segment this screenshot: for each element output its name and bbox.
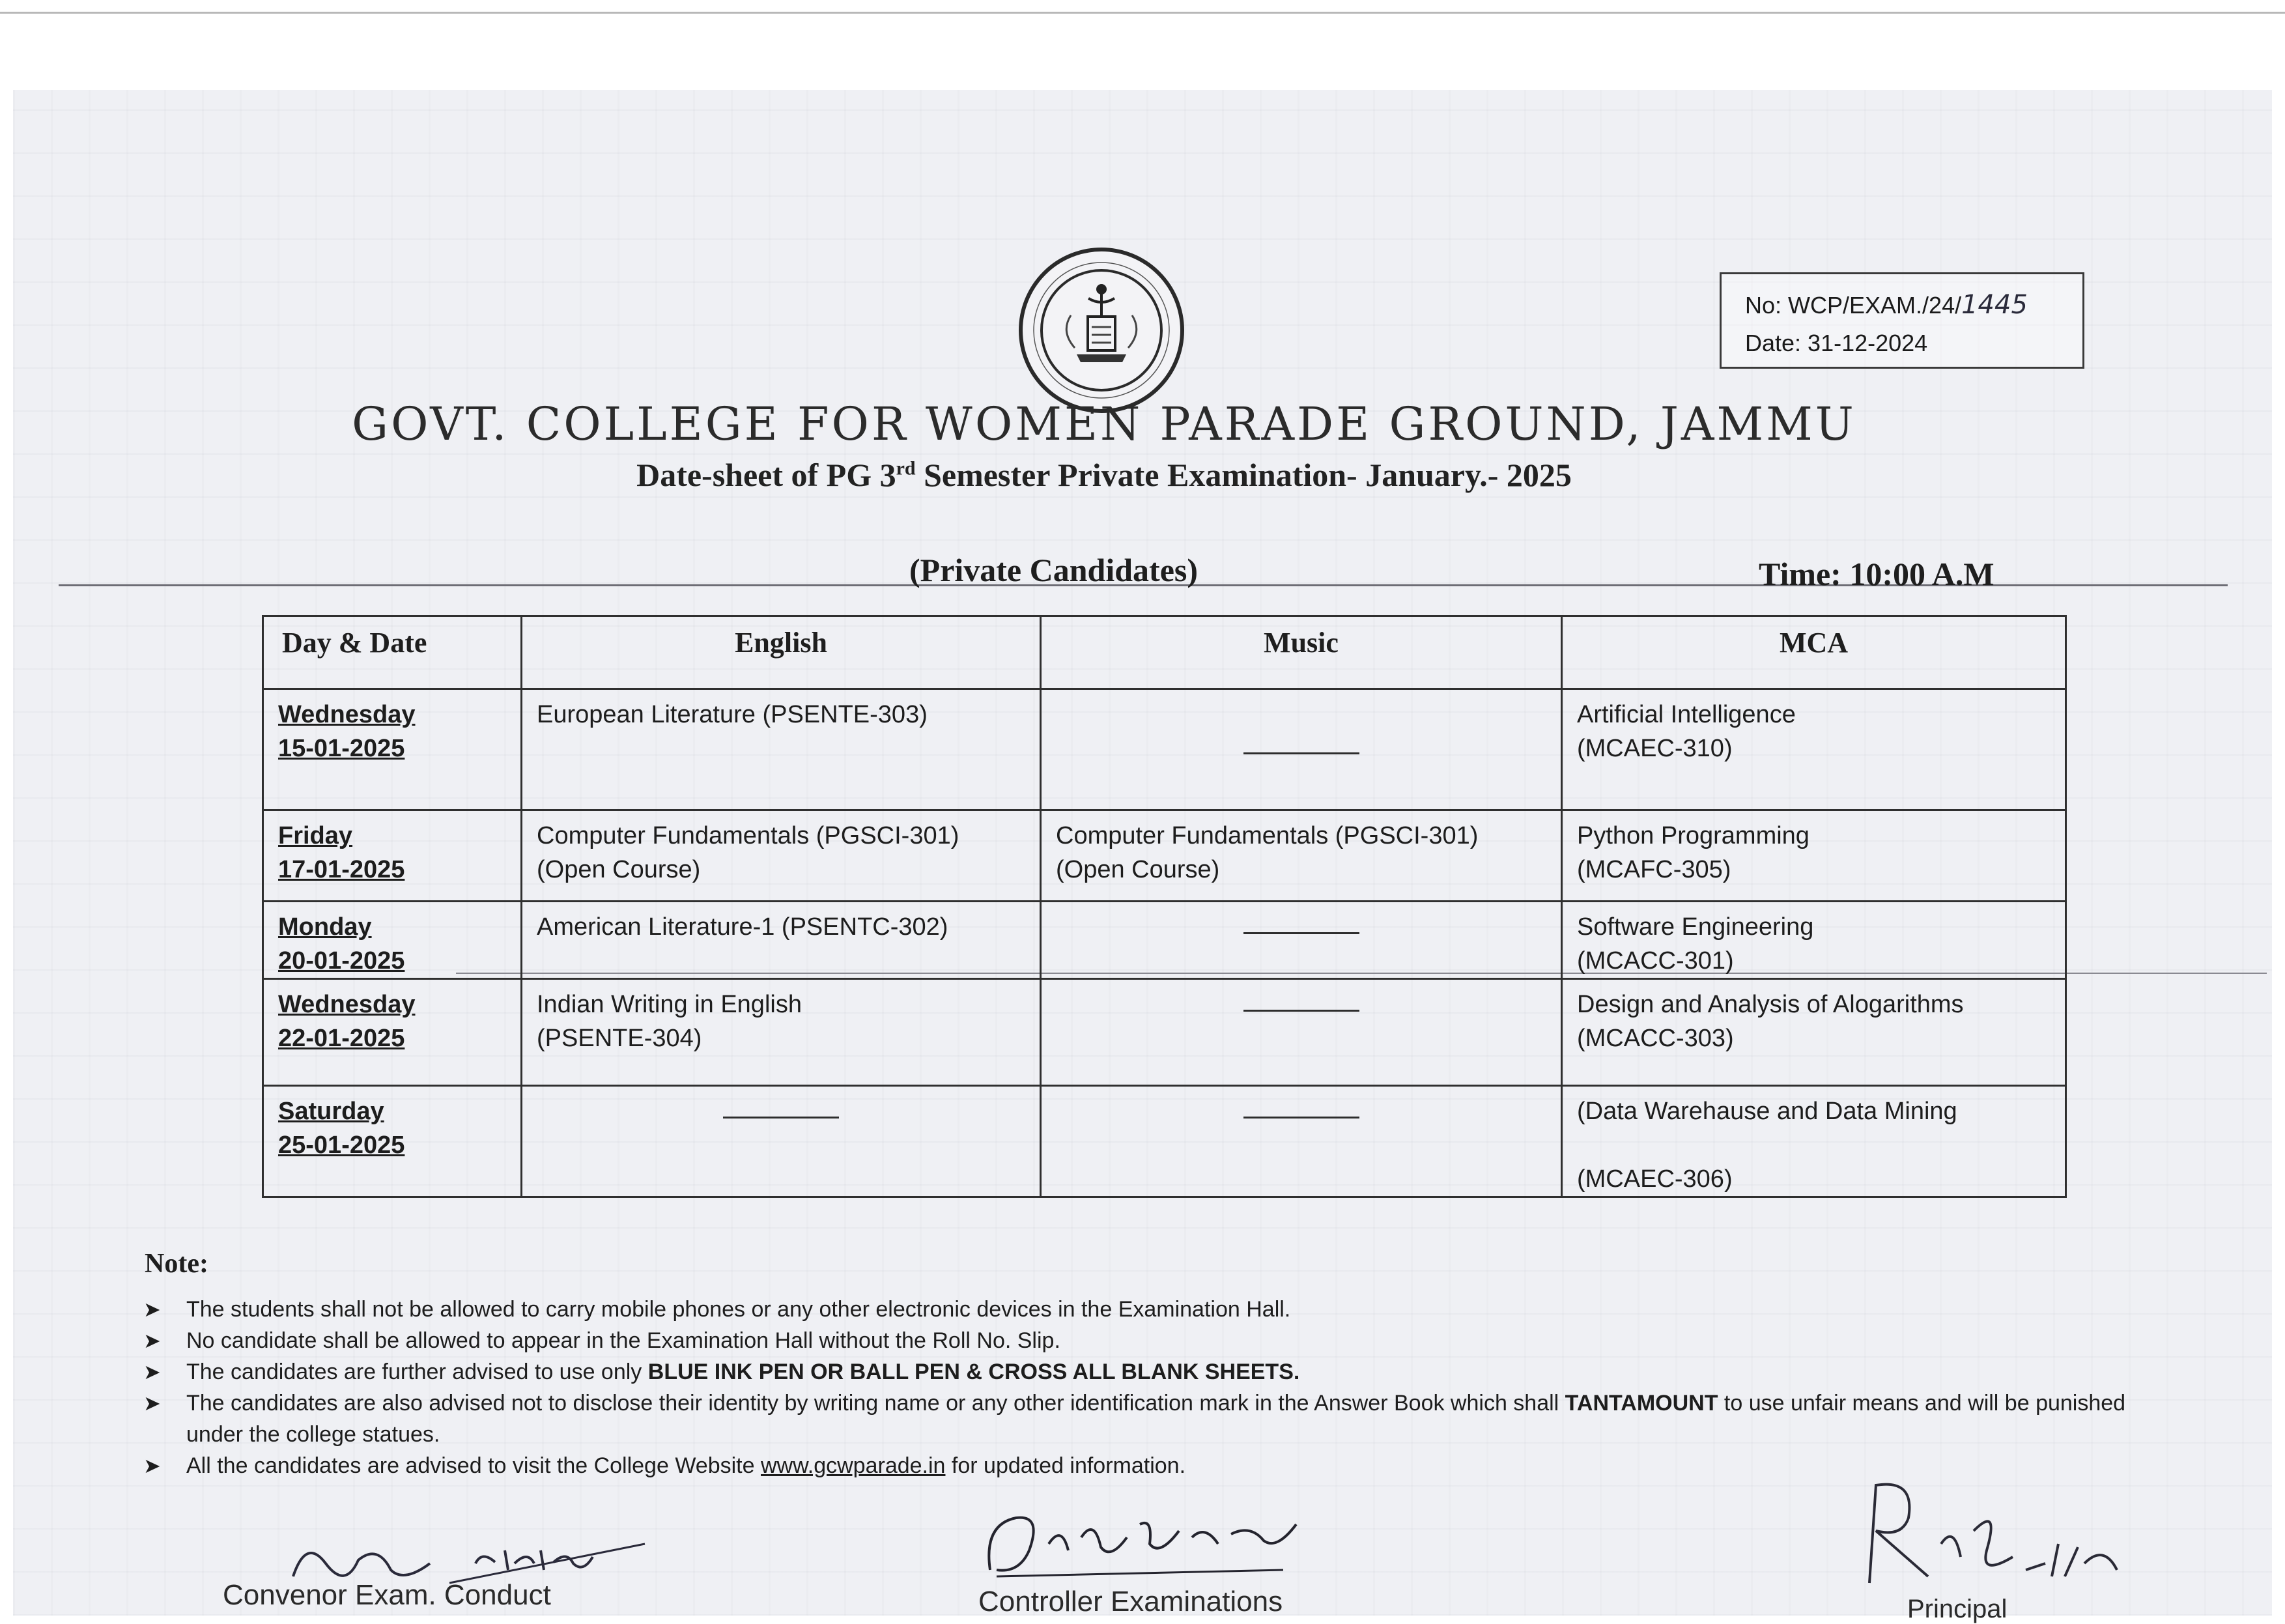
note-text-rest: for updated information. bbox=[945, 1453, 1186, 1478]
subject-text: Computer Fundamentals (PGSCI-301) bbox=[1056, 822, 1479, 849]
date-label: 25-01-2025 bbox=[278, 1132, 405, 1159]
mca-cell bbox=[1562, 979, 2066, 1086]
mca-cell bbox=[1562, 902, 2066, 979]
subject-text: Computer Fundamentals (PGSCI-301) bbox=[537, 822, 959, 849]
reference-number-handwritten: 1445 bbox=[1961, 290, 2028, 320]
date-label: 22-01-2025 bbox=[278, 1025, 405, 1052]
blank-dash bbox=[1243, 1117, 1359, 1118]
arrow-bullet-icon: ➤ bbox=[143, 1391, 161, 1415]
subject-text: Artificial Intelligence bbox=[1577, 701, 1796, 728]
controller-label: Controller Examinations bbox=[978, 1586, 1283, 1617]
exam-time: Time: 10:00 A.M bbox=[1759, 556, 1994, 592]
note-text: No candidate shall be allowed to appear in the Examination Hall without the Roll No. Slip. bbox=[186, 1328, 1060, 1353]
notes-title: Note: bbox=[145, 1249, 208, 1279]
day-date-cell bbox=[263, 902, 522, 979]
principal-label: Principal bbox=[1907, 1595, 2008, 1623]
english-cell bbox=[522, 810, 1041, 902]
day-date-cell bbox=[263, 1086, 522, 1197]
arrow-bullet-icon: ➤ bbox=[143, 1298, 161, 1321]
table-row bbox=[263, 1086, 2066, 1197]
convenor-label: Convenor Exam. Conduct bbox=[223, 1579, 551, 1611]
mca-cell bbox=[1562, 689, 2066, 810]
subtitle-superscript: rd bbox=[896, 457, 916, 479]
music-cell bbox=[1041, 689, 1562, 810]
scan-edge bbox=[0, 12, 2285, 14]
blank-dash bbox=[1243, 1010, 1359, 1012]
note-item bbox=[143, 1356, 2130, 1388]
date-label: 17-01-2025 bbox=[278, 856, 405, 883]
reference-box bbox=[1720, 272, 2084, 369]
music-cell bbox=[1041, 902, 1562, 979]
table-row bbox=[263, 810, 2066, 902]
reference-number-text: No: WCP/EXAM./24/ bbox=[1745, 292, 1962, 319]
note-text: All the candidates are advised to visit the College Website bbox=[186, 1453, 761, 1478]
cell-gap bbox=[1577, 1128, 2051, 1162]
candidates-label: (Private Candidates) bbox=[909, 552, 1198, 588]
controller-signature-icon bbox=[971, 1498, 1309, 1589]
arrow-bullet-icon: ➤ bbox=[143, 1454, 161, 1477]
arrow-bullet-icon: ➤ bbox=[143, 1329, 161, 1352]
subject-text: (Data Warehause and Data Mining bbox=[1577, 1098, 1957, 1125]
blank-dash bbox=[1243, 932, 1359, 934]
day-date-cell bbox=[263, 689, 522, 810]
reference-date: Date: 31-12-2024 bbox=[1745, 330, 1928, 356]
subject-code: (PSENTE-304) bbox=[537, 1025, 702, 1052]
note-text-rest: to use unfair means and will be punished under the college statues. bbox=[186, 1391, 2126, 1447]
music-cell bbox=[1041, 810, 1562, 902]
note-text: The candidates are also advised not to disclose their identity by writing name or any other identification mark in the Answer Book which shall bbox=[186, 1391, 1565, 1416]
music-cell bbox=[1041, 1086, 1562, 1197]
notes-list bbox=[143, 1294, 2130, 1481]
blank-dash bbox=[1243, 752, 1359, 754]
subject-text: Python Programming bbox=[1577, 822, 1810, 849]
subject-code: (MCAFC-305) bbox=[1577, 856, 1731, 883]
subject-code: (MCAEC-306) bbox=[1577, 1165, 1733, 1193]
subject-code: (MCACC-301) bbox=[1577, 947, 1734, 975]
datesheet-subtitle bbox=[0, 456, 2208, 494]
note-item bbox=[143, 1450, 2130, 1481]
subject-note: (Open Course) bbox=[1056, 856, 1220, 883]
day-date-cell bbox=[263, 810, 522, 902]
college-title: GOVT. COLLEGE FOR WOMEN PARADE GROUND, JAMMU bbox=[352, 397, 1856, 451]
note-item bbox=[143, 1294, 2130, 1325]
column-header-english: English bbox=[522, 616, 1041, 689]
principal-signature-icon bbox=[1856, 1466, 2143, 1596]
music-cell bbox=[1041, 979, 1562, 1086]
subject-code: (MCACC-303) bbox=[1577, 1025, 1734, 1052]
subject-note: (Open Course) bbox=[537, 856, 701, 883]
english-cell bbox=[522, 689, 1041, 810]
note-text: The candidates are further advised to use only bbox=[186, 1360, 648, 1384]
subject-text: European Literature (PSENTE-303) bbox=[537, 701, 928, 728]
mca-cell bbox=[1562, 810, 2066, 902]
note-item bbox=[143, 1325, 2130, 1356]
day-label: Friday bbox=[278, 822, 353, 849]
subtitle-text-rest: Semester Private Examination- January.- 2025 bbox=[915, 457, 1572, 493]
table-header-row bbox=[263, 616, 2066, 689]
subtitle-text: Date-sheet of PG 3 bbox=[636, 457, 896, 493]
college-seal-icon bbox=[1015, 244, 1188, 417]
table-row bbox=[263, 979, 2066, 1086]
day-date-cell bbox=[263, 979, 522, 1086]
subject-text: Software Engineering bbox=[1577, 913, 1814, 941]
note-text: The students shall not be allowed to carry mobile phones or any other electronic devices in the Examination Hall. bbox=[186, 1297, 1291, 1322]
column-header-music: Music bbox=[1041, 616, 1562, 689]
day-label: Wednesday bbox=[278, 991, 416, 1018]
table-row bbox=[263, 902, 2066, 979]
note-item bbox=[143, 1388, 2130, 1450]
subject-text: American Literature-1 (PSENTC-302) bbox=[537, 913, 948, 941]
english-cell bbox=[522, 902, 1041, 979]
column-header-day-date: Day & Date bbox=[263, 616, 522, 689]
subject-text: Indian Writing in English bbox=[537, 991, 802, 1018]
day-label: Monday bbox=[278, 913, 372, 941]
day-label: Wednesday bbox=[278, 701, 416, 728]
arrow-bullet-icon: ➤ bbox=[143, 1360, 161, 1384]
table-row bbox=[263, 689, 2066, 810]
date-label: 20-01-2025 bbox=[278, 947, 405, 975]
note-emphasis: TANTAMOUNT bbox=[1565, 1391, 1718, 1416]
column-header-mca: MCA bbox=[1562, 616, 2066, 689]
subject-text: Design and Analysis of Alogarithms bbox=[1577, 991, 1964, 1018]
blank-dash bbox=[723, 1117, 839, 1118]
date-label: 15-01-2025 bbox=[278, 735, 405, 762]
subject-code: (MCAEC-310) bbox=[1577, 735, 1733, 762]
english-cell bbox=[522, 1086, 1041, 1197]
day-label: Saturday bbox=[278, 1098, 384, 1125]
english-cell bbox=[522, 979, 1041, 1086]
note-emphasis: BLUE INK PEN OR BALL PEN & CROSS ALL BLANK SHEETS. bbox=[647, 1360, 1300, 1384]
reference-number bbox=[1745, 286, 2082, 324]
college-website-link[interactable]: www.gcwparade.in bbox=[760, 1453, 946, 1478]
mca-cell bbox=[1562, 1086, 2066, 1197]
datesheet-table bbox=[262, 615, 2067, 1198]
